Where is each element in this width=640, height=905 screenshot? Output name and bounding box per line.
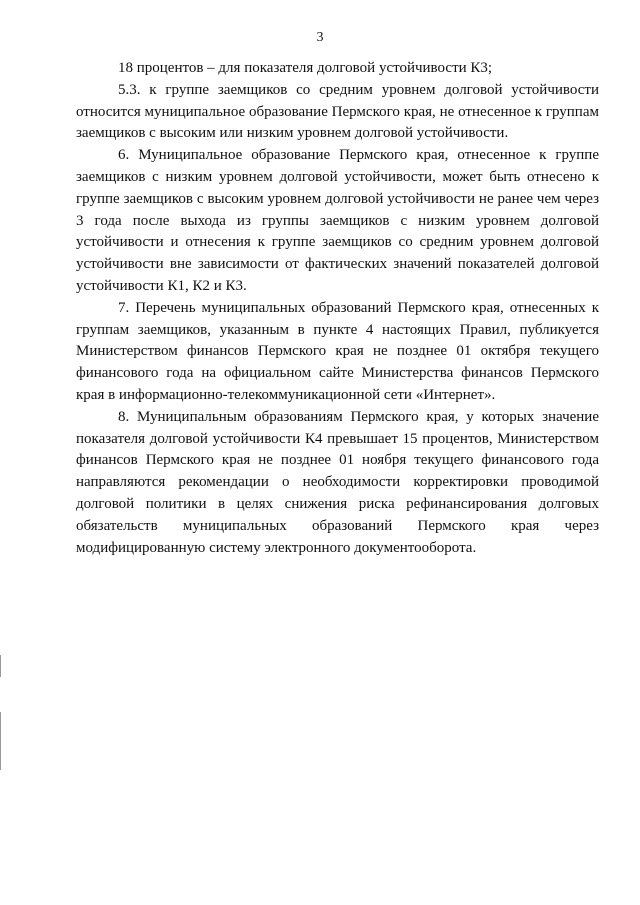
scan-edge-mark [0, 655, 1, 677]
paragraph-7: 7. Перечень муниципальных образований Пермского края, отнесенных к группам заемщиков, указанным в пункте 4 настоящих Правил, публикуется Министерством финансов Пермского края не позднее 01 октября текущего финансового года на официальном сайте Министерства финансов Пермского края в информационно-телекоммуникационной сети «Интернет». [76, 299, 599, 403]
paragraph-5-3: 5.3. к группе заемщиков со средним уровнем долговой устойчивости относится муниципальное образование Пермского края, не отнесенное к группам заемщиков с высоким или низким уровнем долговой устойчивости. [76, 81, 599, 142]
paragraph-5-2-tail: 18 процентов – для показателя долговой устойчивости К3; [118, 60, 493, 76]
paragraph-6: 6. Муниципальное образование Пермского края, отнесенное к группе заемщиков с низким уровнем долговой устойчивости, может быть отнесено к группе заемщиков с высоким уровнем долговой устойчивости не ранее чем через 3 года после выхода из группы заемщиков с низким уровнем долговой устойчивости и отнесения к группе заемщиков со средним уровнем долговой устойчивости вне зависимости от фактических значений показателей долговой устойчивости К1, К2 и К3. [76, 147, 599, 294]
document-body [76, 58, 599, 559]
page-number: 3 [316, 30, 324, 45]
paragraph-8: 8. Муниципальным образованиям Пермского края, у которых значение показателя долговой устойчивости К4 превышает 15 процентов, Министерством финансов Пермского края не позднее 01 ноября текущего финансового года направляются рекомендации о необходимости корректировки проводимой долговой политики в целях снижения риска рефинансирования долговых обязательств муниципальных образований Пермского края через модифицированную систему электронного документооборота. [76, 408, 599, 556]
scan-edge-mark [0, 712, 1, 770]
